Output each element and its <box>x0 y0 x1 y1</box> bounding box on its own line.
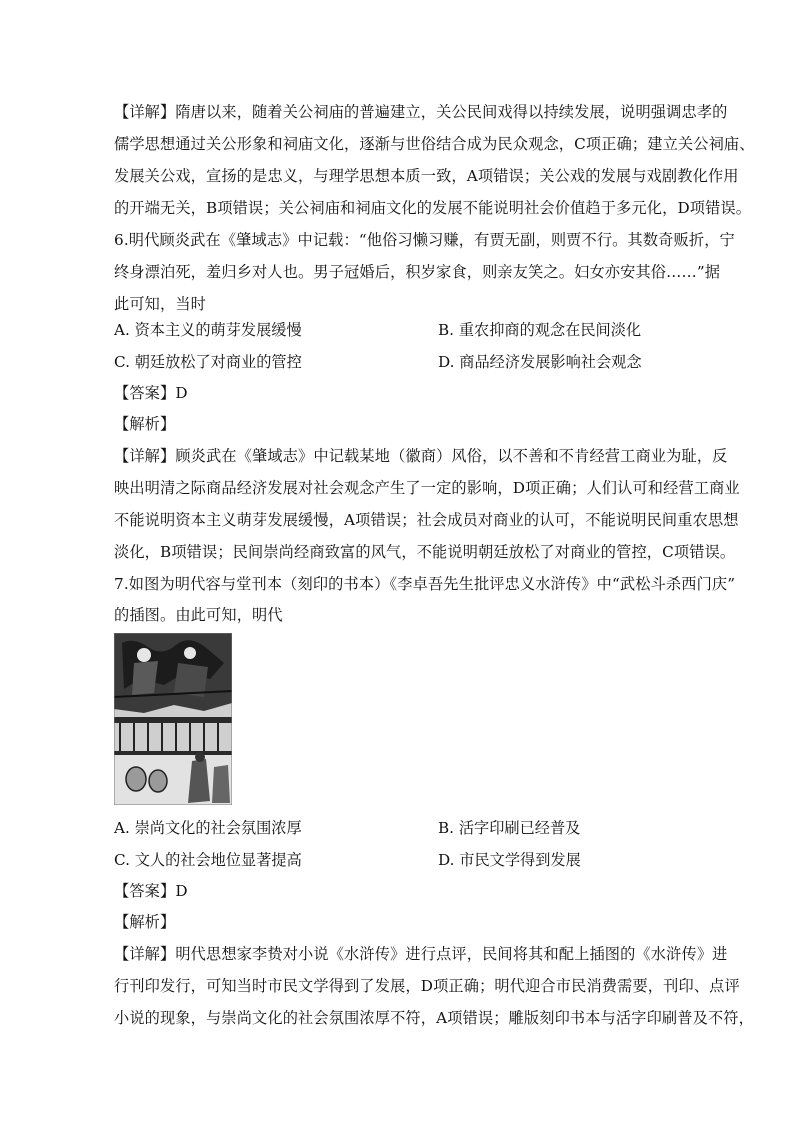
q6-option-d: D. 商品经济发展影响社会观念 <box>438 353 642 371</box>
q7-explain-line-2: 行刊印发行，可知当时市民文学得到了发展，D项正确；明代迎合市民消费需要，刊印、点评 <box>114 977 740 995</box>
q6-analysis-heading: 【解析】 <box>114 415 176 433</box>
q6-option-b: B. 重农抑商的观念在民间淡化 <box>438 321 642 339</box>
q6-stem-line-3: 此可知，当时 <box>114 295 207 313</box>
q5-explain-line-2: 儒学思想通过关公形象和祠庙文化，逐渐与世俗结合成为民众观念，C项正确；建立关公祠庙、 <box>114 135 755 153</box>
q6-option-a: A. 资本主义的萌芽发展缓慢 <box>114 321 302 339</box>
q7-stem-line-1: 7.如图为明代容与堂刊本（刻印的书本）《李卓吾先生批评忠义水浒传》中“武松斗杀西门庆” <box>114 575 736 593</box>
q6-stem-line-1: 6.明代顾炎武在《肇域志》中记载：“他俗习懒习赚，有贾无副，则贾不行。其数奇贩折，宁 <box>114 231 735 249</box>
q7-explain-line-1: 【详解】明代思想家李贽对小说《水浒传》进行点评，民间将其和配上插图的《水浒传》进 <box>114 945 728 963</box>
woodblock-illustration <box>114 633 232 805</box>
q7-option-c: C. 文人的社会地位显著提高 <box>114 851 302 869</box>
q5-explain-line-4: 的开端无关，B项错误；关公祠庙和祠庙文化的发展不能说明社会价值趋于多元化，D项错误。 <box>114 199 752 217</box>
q7-option-d: D. 市民文学得到发展 <box>438 851 581 869</box>
q6-explain-line-4: 淡化，B项错误；民间崇尚经商致富的风气，不能说明朝廷放松了对商业的管控，C项错误。 <box>114 543 736 561</box>
q7-explain-line-3: 小说的现象，与崇尚文化的社会氛围浓厚不符，A项错误；雕版刻印书本与活字印刷普及不符， <box>114 1009 754 1027</box>
q5-explain-line-3: 发展关公戏，宣扬的是忠义，与理学思想本质一致，A项错误；关公戏的发展与戏剧教化作用 <box>114 167 739 185</box>
q5-explain-line-1: 【详解】隋唐以来，随着关公祠庙的普遍建立，关公民间戏得以持续发展，说明强调忠孝的 <box>114 103 728 121</box>
q7-option-a: A. 崇尚文化的社会氛围浓厚 <box>114 819 302 837</box>
q6-explain-line-3: 不能说明资本主义萌芽发展缓慢，A项错误；社会成员对商业的认可，不能说明民间重农思想 <box>114 511 739 529</box>
q7-analysis-heading: 【解析】 <box>114 913 176 931</box>
q6-stem-line-2: 终身漂泊死，羞归乡对人也。男子冠婚后，积岁家食，则亲友笑之。妇女亦安其俗……”据 <box>114 263 721 281</box>
q6-explain-line-2: 映出明清之际商品经济发展对社会观念产生了一定的影响，D项正确；人们认可和经营工商业 <box>114 479 740 497</box>
q7-option-b: B. 活字印刷已经普及 <box>438 819 581 837</box>
q6-answer: 【答案】D <box>114 384 188 402</box>
q7-stem-line-2: 的插图。由此可知，明代 <box>114 606 283 624</box>
q6-explain-line-1: 【详解】顾炎武在《肇域志》中记载某地（徽商）风俗，以不善和不肯经营工商业为耻，反 <box>114 447 728 465</box>
q7-answer: 【答案】D <box>114 882 188 900</box>
q6-option-c: C. 朝廷放松了对商业的管控 <box>114 353 302 371</box>
